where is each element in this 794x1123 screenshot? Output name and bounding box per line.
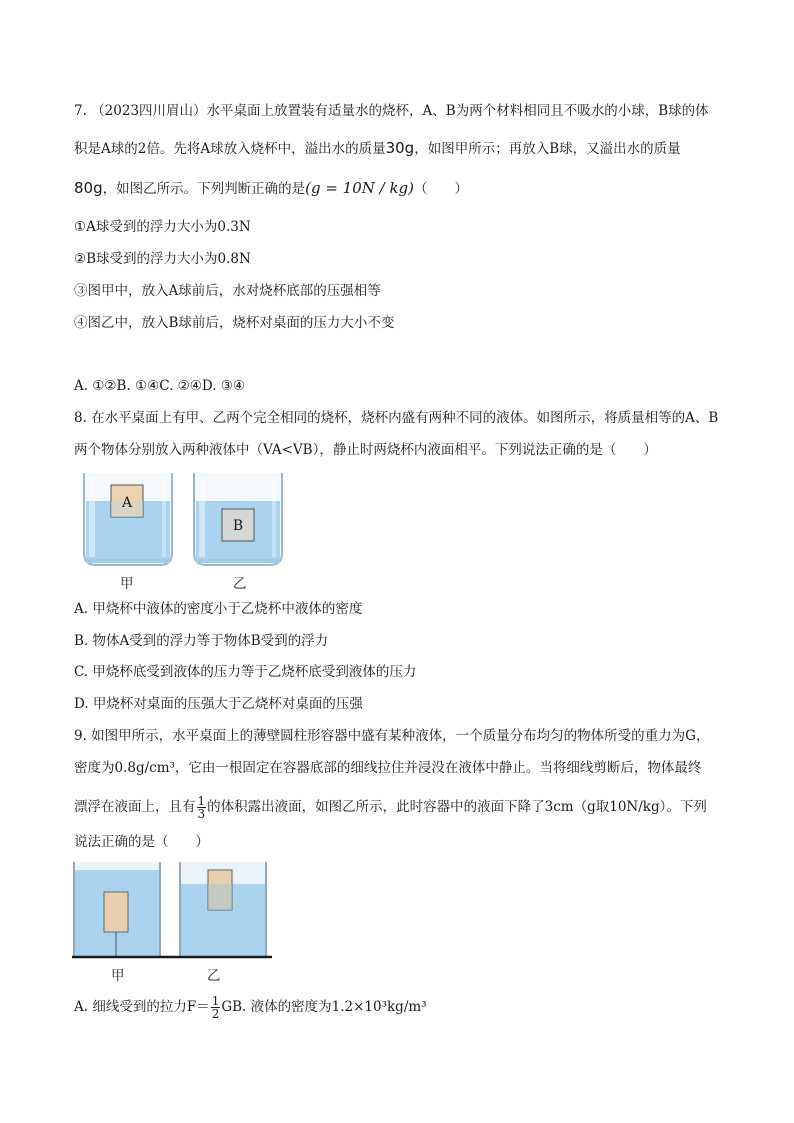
q9-caption-yi: 乙 — [207, 968, 221, 984]
q8-caption-jia: 甲 — [120, 576, 134, 592]
q8-beakers-figure — [78, 465, 298, 569]
beaker-yi — [194, 473, 282, 565]
q7-line-1: 7. （2023四川眉山）水平桌面上放置装有适量水的烧杯，A、B为两个材料相同且不吸水的小球，B球的体 — [74, 103, 709, 119]
q7-paren: （ ） — [414, 181, 469, 197]
q7-g-formula: (g = 10N / kg) — [305, 179, 415, 197]
q7-statement-4: ④图乙中，放入B球前后，烧杯对桌面的压力大小不变 — [74, 315, 395, 331]
q9-line-1: 9. 如图甲所示，水平桌面上的薄壁圆柱形容器中盛有某种液体，一个质量分布均匀的物体所受的重力为G， — [74, 728, 710, 744]
q9-line-4: 说法正确的是（ ） — [74, 834, 209, 850]
q7-statement-2: ②B球受到的浮力大小为0.8N — [74, 251, 251, 267]
q8-option-d: D. 甲烧杯对桌面的压强大于乙烧杯对桌面的压强 — [74, 696, 363, 712]
q8-option-c: C. 甲烧杯底受到液体的压力等于乙烧杯底受到液体的压力 — [74, 664, 417, 680]
q9-fraction-num: 1 — [197, 794, 206, 808]
q7-line-2-text-c: ，如图甲所示；再放入B球，又溢出水的质量 — [414, 141, 681, 157]
q8-option-b: B. 物体A受到的浮力等于物体B受到的浮力 — [74, 633, 329, 649]
container-yi — [180, 862, 266, 956]
q9-option-fraction-num: 1 — [211, 994, 220, 1008]
q7-line-3-text: ，如图乙所示。下列判断正确的是 — [102, 181, 306, 197]
beaker-jia — [84, 473, 172, 565]
q7-options: A. ①②B. ①④C. ②④D. ③④ — [74, 378, 246, 394]
q9-line-3-text-a: 漂浮在液面上，且有 — [74, 799, 196, 815]
q7-statement-1: ①A球受到的浮力大小为0.3N — [74, 219, 251, 235]
q8-option-a: A. 甲烧杯中液体的密度小于乙烧杯中液体的密度 — [74, 601, 363, 617]
q9-option-b-text: GB. 液体的密度为1.2×10³kg/m³ — [221, 999, 427, 1015]
q9-option-fraction-den: 2 — [211, 1007, 220, 1021]
q8-caption-yi: 乙 — [233, 576, 247, 592]
q9-containers-figure — [72, 860, 272, 962]
q7-statement-3: ③图甲中，放入A球前后，水对烧杯底部的压强相等 — [74, 283, 381, 299]
q7-mass-a: 30g — [385, 139, 415, 157]
q9-line-2: 密度为0.8g/cm³，它由一根固定在容器底部的细线拉住并浸没在液体中静止。当将细线剪断后，物体最终 — [74, 760, 702, 776]
q9-fraction — [197, 795, 207, 820]
q9-caption-jia: 甲 — [111, 968, 125, 984]
q8-line-1: 8. 在水平桌面上有甲、乙两个完全相同的烧杯，烧杯内盛有两种不同的液体。如图所示，将质量相等的A、B — [74, 410, 719, 426]
q9-line-3-text-b: 的体积露出液面，如图乙所示，此时容器中的液面下降了3cm（g取10N/kg）。下列 — [207, 799, 707, 815]
q9-fraction-den: 3 — [197, 807, 206, 821]
q9-option-fraction — [211, 995, 221, 1020]
q9-option-line — [74, 994, 427, 1020]
object-jia — [104, 892, 128, 932]
q8-line-2: 两个物体分别放入两种液体中（VA<VB），静止时两烧杯内液面相平。下列说法正确的是（ ） — [74, 442, 657, 458]
container-jia — [74, 862, 160, 956]
q9-line-3 — [74, 794, 707, 820]
block-a-label: A — [121, 495, 133, 511]
q7-line-3 — [74, 178, 468, 199]
q7-mass-b: 80g — [74, 179, 103, 197]
block-b-label: B — [232, 518, 244, 534]
q7-line-2-text-a: 积是A球的2倍。先将A球放入烧杯中，溢出水的质量 — [74, 141, 386, 157]
q9-option-a-text: A. 细线受到的拉力F＝ — [74, 999, 210, 1015]
q7-line-2 — [74, 138, 681, 159]
